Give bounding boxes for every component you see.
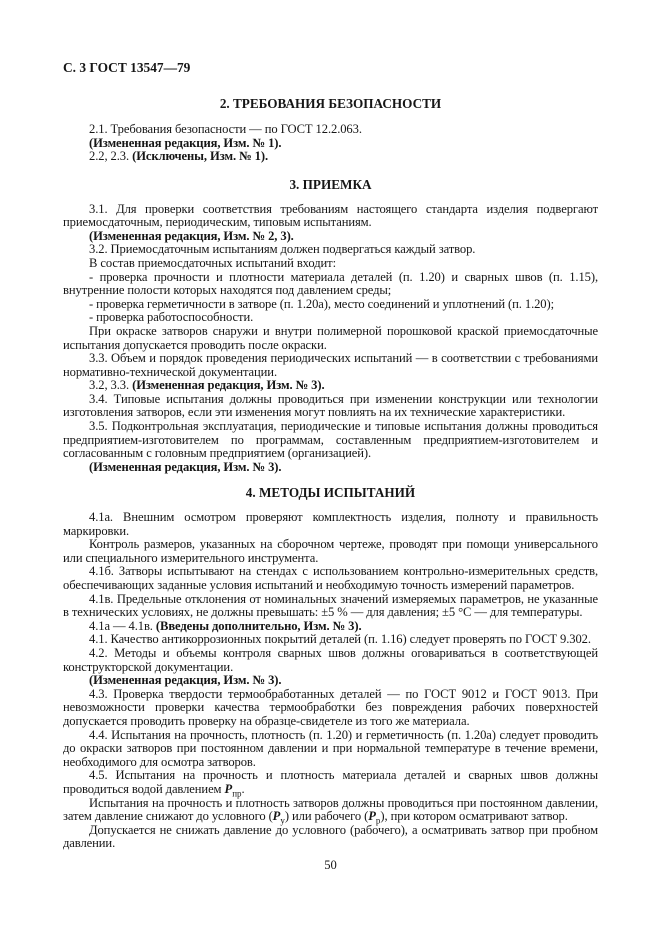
section-body — [63, 123, 598, 164]
section-body — [63, 511, 598, 851]
paragraph — [63, 379, 598, 393]
section-heading: 4. МЕТОДЫ ИСПЫТАНИЙ — [245, 485, 416, 501]
paragraph: 4.1а. Внешним осмотром проверяют комплектность изделия, полноту и правильность маркировки. — [63, 510, 598, 538]
section-heading: 2. ТРЕБОВАНИЯ БЕЗОПАСНОСТИ — [219, 95, 442, 111]
section-acceptance — [63, 178, 598, 474]
running-header: С. 3 ГОСТ 13547—79 — [63, 60, 191, 75]
pressure-symbol: P — [224, 781, 233, 796]
paragraph: 4.2. Методы и объемы контроля сварных швов должны оговариваться в соответствующей конструкторской документации. — [63, 645, 598, 674]
list-item: - проверка прочности и плотности материала деталей (п. 1.20) и сварных швов (п. 1.15), внутренние полости которых находятся под давлением среды; — [63, 269, 598, 298]
paragraph: 3.1. Для проверки соответствия требованиям настоящего стандарта изделия подвергают приемосдаточным, периодическим, типовым испытаниям. — [63, 201, 598, 230]
paragraph: 3.5. Подконтрольная эксплуатация, периодические и типовые испытания должны проводиться предприятием-изготовителем по программам, составленным предприятием-изготовителем и согласованным с головным предприятием (организацией). — [63, 419, 598, 461]
pressure-symbol: P — [272, 809, 281, 824]
paragraph: 4.1б. Затворы испытывают на стендах с использованием контрольно-измерительных средств, обеспечивающих заданные условия испытаний и необходимую точность измерений параметров. — [63, 564, 598, 592]
pressure-subscript: у — [280, 815, 285, 826]
amendment-note: (Измененная редакция, Изм. № 2, 3). — [89, 228, 294, 243]
pressure-subscript: р — [375, 815, 381, 826]
amendment-note: (Измененная редакция, Изм. № 3). — [132, 378, 325, 393]
amendment-note: (Введены дополнительно, Изм. № 3). — [155, 618, 362, 633]
paragraph: 2.1. Требования безопасности — по ГОСТ 12.2.063. — [89, 122, 362, 137]
paragraph: 3.3. Объем и порядок проведения периодических испытаний — в соответствии с требованиями нормативно-технической документации. — [63, 351, 598, 379]
paragraph: 4.4. Испытания на прочность, плотность (п. 1.20) и герметичность (п. 1.20а) следует проводить до окраски затворов при постоянном давлении и при нормальной температуре в течение времени, необходимого для осмотра затворов. — [63, 727, 598, 769]
amendment-note: (Измененная редакция, Изм. № 3). — [89, 459, 282, 474]
paragraph — [63, 797, 598, 824]
amendment-note: (Измененная редакция, Изм. № 1). — [89, 135, 282, 150]
clause-ref: 4.1а — 4.1в. — [89, 618, 156, 633]
paragraph: 4.1. Качество антикоррозионных покрытий деталей (п. 1.16) следует проверять по ГОСТ 9.302. — [89, 632, 591, 647]
list-item: - проверка работоспособности. — [89, 310, 254, 325]
clause-ref: 2.2, 2.3. — [89, 149, 133, 164]
paragraph: В состав приемосдаточных испытаний входит: — [89, 255, 336, 270]
paragraph — [63, 620, 598, 634]
amendment-note: (Исключены, Изм. № 1). — [132, 149, 269, 164]
paragraph: При окраске затворов снаружи и внутри полимерной порошковой краской приемосдаточные испытания допускается проводить после окраски. — [63, 323, 598, 352]
section-test-methods — [63, 486, 598, 850]
paragraph: 4.1в. Предельные отклонения от номинальных значений измеряемых параметров, не указанные в технических условиях, не должны превышать: ±5 % — для давления; ±5 °С — для температуры. — [63, 591, 598, 620]
section-body — [63, 203, 598, 475]
text-run: . — [241, 781, 245, 796]
paragraph: Контроль размеров, указанных на сборочном чертеже, проводят при помощи универсального или специального измерительного инструмента. — [63, 537, 598, 565]
section-safety-requirements — [63, 97, 598, 164]
section-heading: 3. ПРИЕМКА — [289, 176, 372, 192]
text-run: ) или рабочего ( — [284, 809, 369, 824]
pressure-symbol: P — [368, 809, 376, 824]
document-content — [63, 0, 598, 872]
amendment-note: (Измененная редакция, Изм. № 3). — [89, 673, 282, 688]
text-run: Испытания на прочность и плотность затворов должны проводиться при постоянном давлении, затем давление снижают до условного ( — [63, 795, 598, 824]
paragraph: 3.2. Приемосдаточным испытаниям должен подвергаться каждый затвор. — [89, 242, 476, 257]
paragraph: 3.4. Типовые испытания должны проводиться при изменении конструкции или технологии изготовления затворов, если эти изменения могут повлиять на их технические характеристики. — [63, 391, 598, 420]
paragraph — [63, 150, 598, 164]
clause-ref: 3.2, 3.3. — [89, 378, 133, 393]
paragraph — [63, 768, 598, 799]
pressure-subscript: пр — [232, 788, 242, 799]
page-number: 50 — [324, 857, 337, 872]
list-item: - проверка герметичности в затворе (п. 1.20а), место соединений и уплотнений (п. 1.20); — [89, 296, 554, 311]
text-run: 4.5. Испытания на прочность и плотность материала деталей и сварных швов должны проводиться водой давлением — [63, 768, 598, 796]
text-run: ), при котором осматривают затвор. — [380, 809, 568, 824]
paragraph: Допускается не снижать давление до условного (рабочего), а осматривать затвор при пробном давлении. — [63, 822, 598, 851]
paragraph: 4.3. Проверка твердости термообработанных деталей — по ГОСТ 9012 и ГОСТ 9013. При невозможности проверки качества термообработки без повреждения рабочих поверхностей допускается проводить проверку на образце-свидетеле из того же материала. — [63, 686, 598, 728]
